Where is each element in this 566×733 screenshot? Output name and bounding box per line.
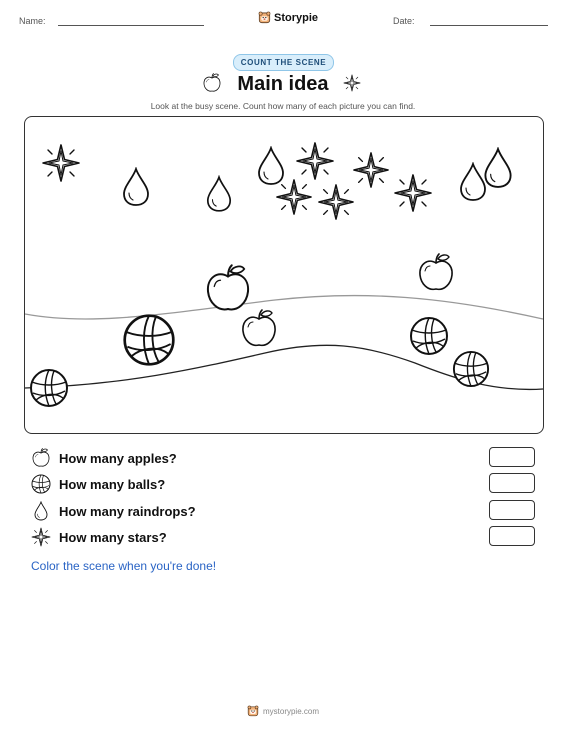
mascot-icon [258, 11, 271, 24]
raindrop-icon [259, 148, 283, 184]
brand-logo [258, 11, 318, 24]
question-text: How many apples? [59, 450, 177, 466]
footer-url: mystorypie.com [262, 706, 319, 716]
page-title: Main idea [237, 73, 329, 95]
star-icon [277, 180, 311, 214]
question-text: How many raindrops? [59, 503, 196, 519]
apple-icon [243, 310, 275, 345]
answer-box-apples[interactable] [489, 447, 535, 467]
brand-name: Storypie [274, 11, 319, 24]
raindrop-icon [208, 177, 230, 211]
star-icon [31, 527, 51, 547]
question-apples [31, 447, 177, 469]
footer [0, 705, 566, 717]
question-text: How many stars? [59, 529, 167, 545]
raindrop-icon [461, 164, 485, 200]
raindrop-icon [124, 169, 148, 205]
count-the-scene-badge: COUNT THE SCENE [233, 54, 334, 71]
star-icon [354, 153, 388, 187]
busy-scene [24, 116, 544, 434]
raindrop-icon [31, 501, 51, 521]
star-icon [297, 143, 333, 179]
question-stars [31, 526, 167, 548]
ball-icon [31, 370, 67, 406]
ball-icon [125, 316, 174, 365]
color-instruction: Color the scene when you're done! [31, 559, 217, 573]
name-line[interactable] [58, 25, 204, 26]
star-icon [43, 145, 79, 181]
back-hill [25, 296, 543, 319]
star-icon [319, 185, 353, 219]
star-icon [343, 74, 361, 92]
answer-box-balls[interactable] [489, 473, 535, 493]
answer-box-stars[interactable] [489, 526, 535, 546]
apple-icon [31, 448, 51, 468]
ball-icon [454, 352, 488, 386]
star-icon [395, 175, 431, 211]
question-raindrops [31, 500, 196, 522]
ball-icon [411, 318, 447, 354]
answer-box-raindrops[interactable] [489, 500, 535, 520]
apple-icon [420, 254, 452, 289]
ball-icon [31, 474, 51, 494]
date-line[interactable] [430, 25, 548, 26]
question-balls [31, 473, 165, 495]
raindrop-icon [485, 149, 510, 187]
apple-icon [208, 265, 248, 309]
name-label: Name: [19, 16, 46, 26]
page-subtitle: Look at the busy scene. Count how many of each picture you can find. [150, 101, 416, 111]
date-label: Date: [393, 16, 415, 26]
mascot-icon [247, 705, 259, 717]
question-text: How many balls? [59, 476, 166, 492]
